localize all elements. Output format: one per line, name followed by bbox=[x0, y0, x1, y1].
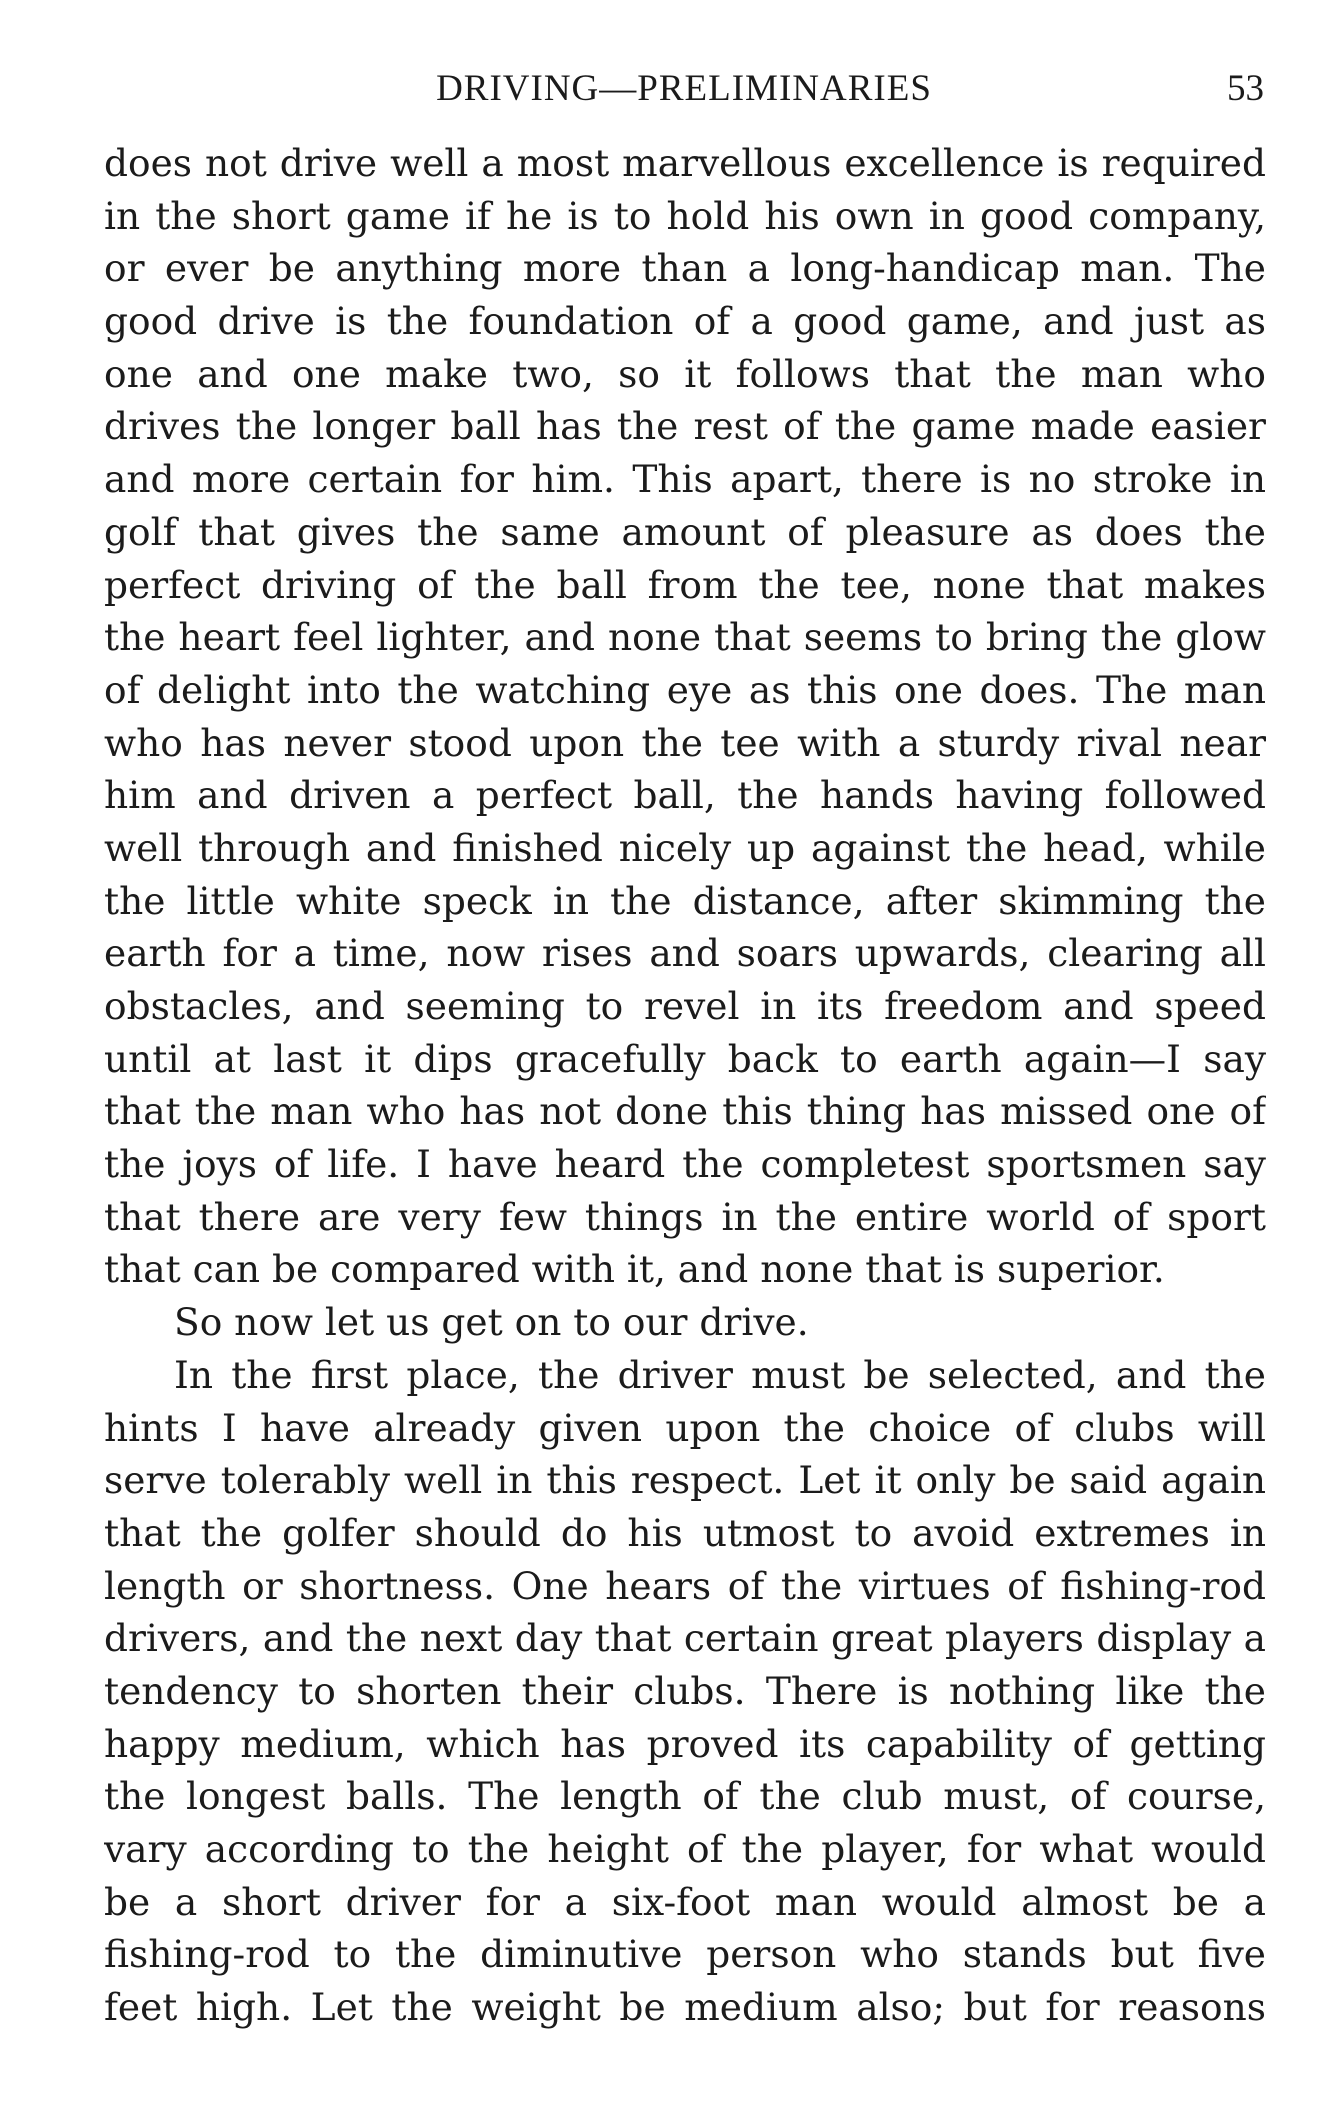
text-line: or ever be anything more than a long-handicap man. The bbox=[104, 246, 1266, 291]
text-line: the longest balls. The length of the club must, of course, bbox=[104, 1774, 1266, 1819]
text-line: perfect driving of the ball from the tee, none that makes bbox=[104, 562, 1266, 607]
text-line: well through and finished nicely up against the head, while bbox=[104, 825, 1266, 870]
text-line: that the golfer should do his utmost to avoid extremes in bbox=[104, 1510, 1266, 1555]
text-line: the heart feel lighter, and none that seems to bring the glow bbox=[104, 615, 1266, 660]
body-text bbox=[104, 137, 1266, 2034]
paragraph-end-line: that can be compared with it, and none that is superior. bbox=[104, 1247, 1165, 1292]
running-title: DRIVING—PRELIMINARIES bbox=[436, 68, 932, 109]
text-line: tendency to shorten their clubs. There is nothing like the bbox=[104, 1668, 1266, 1713]
text-line: until at last it dips gracefully back to earth again—I say bbox=[104, 1036, 1266, 1081]
paragraph-start-line: So now let us get on to our drive. bbox=[174, 1300, 809, 1345]
text-line: the joys of life. I have heard the completest sportsmen say bbox=[104, 1142, 1266, 1187]
text-line: fishing-rod to the diminutive person who stands but five bbox=[104, 1932, 1266, 1977]
text-line: the little white speck in the distance, after skimming the bbox=[104, 878, 1266, 923]
text-line: be a short driver for a six-foot man would almost be a bbox=[104, 1879, 1266, 1924]
text-line: length or shortness. One hears of the virtues of fishing-rod bbox=[104, 1563, 1266, 1608]
text-line: obstacles, and seeming to revel in its freedom and speed bbox=[104, 984, 1266, 1028]
text-line: that the man who has not done this thing has missed one of bbox=[104, 1089, 1266, 1134]
running-head bbox=[104, 64, 1264, 114]
text-line: in the short game if he is to hold his own in good company, bbox=[104, 193, 1266, 238]
text-line: happy medium, which has proved its capability of getting bbox=[104, 1721, 1266, 1766]
text-line: good drive is the foundation of a good game, and just as bbox=[104, 299, 1266, 344]
text-line: vary according to the height of the player, for what would bbox=[104, 1827, 1266, 1871]
text-line: feet high. Let the weight be medium also; but for reasons bbox=[104, 1985, 1266, 2030]
page-number: 53 bbox=[1227, 68, 1264, 109]
paragraph-start-line: In the first place, the driver must be selected, and the bbox=[174, 1352, 1266, 1397]
text-line: drives the longer ball has the rest of the game made easier bbox=[104, 404, 1266, 449]
text-line: earth for a time, now rises and soars upwards, clearing all bbox=[104, 931, 1266, 976]
text-line: who has never stood upon the tee with a sturdy rival near bbox=[104, 720, 1266, 765]
text-line: golf that gives the same amount of pleasure as does the bbox=[104, 509, 1266, 554]
text-line: hints I have already given upon the choice of clubs will bbox=[104, 1405, 1266, 1450]
text-line: of delight into the watching eye as this one does. The man bbox=[104, 667, 1266, 712]
text-line: one and one make two, so it follows that the man who bbox=[104, 351, 1266, 396]
text-line: does not drive well a most marvellous excellence is required bbox=[104, 141, 1266, 185]
text-line: that there are very few things in the entire world of sport bbox=[104, 1194, 1266, 1239]
text-line: serve tolerably well in this respect. Let it only be said again bbox=[104, 1458, 1266, 1503]
text-line: him and driven a perfect ball, the hands having followed bbox=[104, 773, 1266, 818]
text-line: and more certain for him. This apart, there is no stroke in bbox=[104, 457, 1266, 502]
text-line: drivers, and the next day that certain great players display a bbox=[104, 1616, 1266, 1661]
